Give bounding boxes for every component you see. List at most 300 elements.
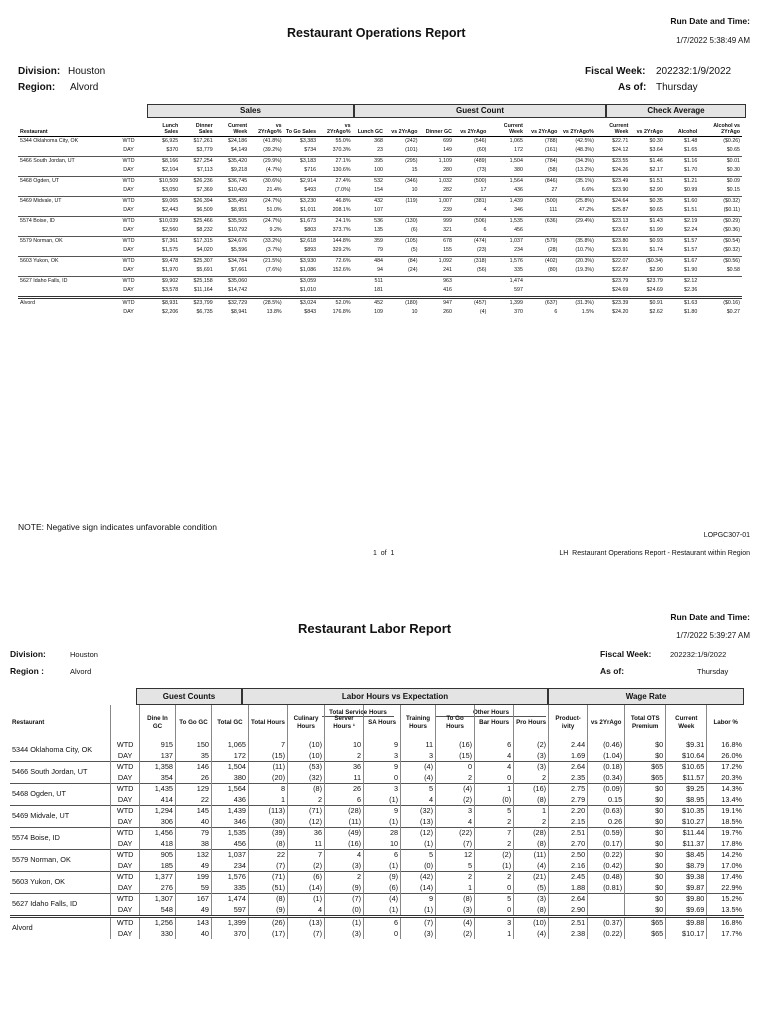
labor-value-cell: 2.16 <box>549 861 588 872</box>
ops-value-cell: $716 <box>304 167 317 173</box>
ops-value-cell: $24.64 <box>596 196 630 206</box>
labor-column-header: To Go GC <box>175 705 211 740</box>
labor-value-cell: 1,294 <box>140 806 176 817</box>
ops-value-cell: $26,394 <box>180 196 214 206</box>
ops-value-cell: 1,032 <box>419 176 453 186</box>
labor-period-cell: DAY <box>111 751 140 762</box>
labor-value-cell: 2.50 <box>549 850 588 861</box>
ops-value-cell: $9,478 <box>146 256 180 266</box>
ops-value-cell: $2,206 <box>162 309 179 315</box>
ops-value-cell: (25.8%) <box>559 196 596 206</box>
labor-value-cell: 6 <box>364 917 401 929</box>
labor-period-cell: DAY <box>111 929 140 940</box>
ops-value-cell: $1.63 <box>665 297 699 308</box>
ops-value-cell: $2,618 <box>284 236 318 246</box>
labor-value-cell: 19.1% <box>707 806 744 817</box>
labor-value-cell: (3) <box>325 861 364 872</box>
ops-table-row <box>18 256 742 266</box>
labor-value-cell: 2 <box>475 839 514 850</box>
ops-value-cell: (7.6%) <box>266 267 282 273</box>
labor-value-cell: 1 <box>436 883 475 894</box>
ops-value-cell: 1,439 <box>488 196 525 206</box>
ops-period-cell: DAY <box>123 247 134 253</box>
ops-value-cell: $35,505 <box>215 216 249 226</box>
labor-value-cell: 1.69 <box>549 751 588 762</box>
ops-value-cell: $17,261 <box>193 137 213 144</box>
labor-value-cell: 1,307 <box>140 894 176 905</box>
ops-value-cell: (28.5%) <box>249 297 283 308</box>
ops-value-cell: $1.48 <box>684 137 698 144</box>
labor-value-cell: 1 <box>475 784 514 795</box>
labor-column-header: Total Hours <box>248 705 287 740</box>
labor-value-cell: $9.80 <box>666 894 707 905</box>
ops-value-cell: $3,183 <box>284 156 318 166</box>
labor-value-cell: 49 <box>175 861 211 872</box>
labor-value-cell: (6) <box>364 883 401 894</box>
ops-value-cell: (546) <box>474 137 487 144</box>
ops-value-cell: $22.07 <box>596 256 630 266</box>
labor-value-cell: (1) <box>364 795 401 806</box>
ops-value-cell: (84) <box>385 256 419 266</box>
ops-period-cell: WTD <box>111 196 145 206</box>
ops-value-cell <box>385 206 419 216</box>
labor-division-label: Division: <box>10 649 46 659</box>
ops-value-cell: 1,564 <box>488 176 525 186</box>
labor-column-header: To Go Hours <box>436 705 475 740</box>
labor-value-cell: $0 <box>625 872 666 883</box>
ops-restaurant-cell <box>18 146 111 156</box>
ops-value-cell: (23) <box>476 247 487 253</box>
ops-value-cell: $5,691 <box>196 267 213 273</box>
ops-period-cell: DAY <box>123 287 134 293</box>
ops-value-cell <box>318 286 352 297</box>
labor-value-cell: 5 <box>401 784 436 795</box>
ops-asof-label: As of: <box>618 82 647 93</box>
labor-value-cell: (8) <box>288 784 325 795</box>
labor-value-cell: 2.70 <box>549 839 588 850</box>
ops-value-cell: 27.4% <box>318 176 352 186</box>
ops-column-header: vs 2YrAgo% <box>327 122 351 135</box>
labor-value-cell: 2.51 <box>549 828 588 839</box>
ops-value-cell: 100 <box>374 167 383 173</box>
ops-value-cell: (500) <box>454 176 488 186</box>
ops-value-cell: $6,925 <box>162 137 179 144</box>
labor-value-cell: $0 <box>625 883 666 894</box>
labor-value-cell: 1,435 <box>140 784 176 795</box>
ops-value-cell: 135 <box>374 227 383 233</box>
ops-value-cell: (29.4%) <box>559 216 596 226</box>
ops-run-label: Run Date and Time: <box>670 16 750 26</box>
labor-value-cell: 18.5% <box>707 817 744 828</box>
labor-value-cell: $9.69 <box>666 905 707 917</box>
ops-value-cell: (242) <box>405 137 418 144</box>
labor-value-cell: 0.26 <box>588 817 625 828</box>
labor-value-cell: 6 <box>325 795 364 806</box>
labor-value-cell: (0.46) <box>588 740 625 751</box>
labor-value-cell: $9.25 <box>666 784 707 795</box>
ops-value-cell: $0.93 <box>630 236 664 246</box>
labor-restaurant-cell: 5574 Boise, ID <box>10 833 111 844</box>
labor-table <box>10 705 744 939</box>
labor-value-cell: (0.81) <box>588 883 625 894</box>
labor-value-cell: (15) <box>436 751 475 762</box>
ops-value-cell <box>699 276 742 286</box>
labor-value-cell: 1,037 <box>211 850 248 861</box>
ops-column-header: Current Week <box>228 122 248 135</box>
labor-value-cell: (16) <box>514 784 549 795</box>
labor-value-cell: 0 <box>364 929 401 940</box>
ops-value-cell: 181 <box>374 287 383 293</box>
labor-value-cell: (7) <box>288 929 325 940</box>
ops-division-value: Houston <box>68 66 106 77</box>
labor-value-cell: 79 <box>175 828 211 839</box>
labor-value-cell: (15) <box>248 751 287 762</box>
labor-column-header: Culinary Hours <box>288 705 325 740</box>
labor-value-cell: $0 <box>625 784 666 795</box>
ops-value-cell: $0.15 <box>726 187 740 193</box>
ops-value-cell: $734 <box>304 147 317 153</box>
ops-value-cell: $10,509 <box>146 176 180 186</box>
ops-value-cell: $493 <box>304 187 317 193</box>
ops-value-cell: 416 <box>443 287 452 293</box>
labor-value-cell: 1 <box>475 929 514 940</box>
ops-value-cell: (35.8%) <box>559 236 596 246</box>
ops-header-row <box>18 121 742 136</box>
labor-value-cell: 380 <box>211 773 248 784</box>
ops-value-cell: $8,951 <box>230 207 248 213</box>
ops-value-cell: $0.58 <box>726 267 740 273</box>
labor-value-cell: (0.37) <box>588 917 625 929</box>
ops-value-cell: 947 <box>419 297 453 308</box>
labor-value-cell: 0 <box>436 762 475 773</box>
labor-column-header: Bar Hours <box>475 705 514 740</box>
ops-value-cell: (7.0%) <box>334 187 351 193</box>
ops-value-cell: $24.20 <box>612 309 629 315</box>
ops-value-cell: $0.91 <box>630 297 664 308</box>
labor-value-cell: 11 <box>288 839 325 850</box>
labor-value-cell: 276 <box>140 883 176 894</box>
labor-value-cell: (11) <box>514 850 549 861</box>
ops-table-row <box>18 216 742 226</box>
labor-value-cell: (0.22) <box>588 850 625 861</box>
ops-value-cell: (24.7%) <box>249 216 283 226</box>
ops-period-cell: WTD <box>122 137 135 144</box>
ops-fiscal-label: Fiscal Week: <box>585 66 646 77</box>
labor-period-cell: WTD <box>111 894 140 905</box>
labor-column-header: Product-ivity <box>549 705 588 740</box>
ops-value-cell <box>525 276 559 286</box>
labor-table-row <box>10 784 744 795</box>
ops-value-cell: 280 <box>443 167 452 173</box>
ops-value-cell: (39.2%) <box>263 147 282 153</box>
labor-value-cell: 17.8% <box>707 839 744 850</box>
labor-value-cell: $65 <box>625 929 666 940</box>
labor-value-cell: $9.38 <box>666 872 707 883</box>
labor-value-cell: 2.15 <box>549 817 588 828</box>
labor-table-row <box>10 861 744 872</box>
ops-value-cell: $25,307 <box>180 256 214 266</box>
labor-value-cell: 5 <box>436 861 475 872</box>
labor-table-row <box>10 917 744 929</box>
ops-value-cell: 699 <box>443 137 452 144</box>
ops-value-cell: $7,661 <box>230 267 248 273</box>
ops-value-cell: $24,676 <box>215 236 249 246</box>
ops-value-cell: ($0.26) <box>723 137 740 144</box>
ops-value-cell: 27.1% <box>318 156 352 166</box>
ops-group-guest: Guest Count <box>354 104 606 118</box>
labor-period-cell: DAY <box>111 861 140 872</box>
ops-restaurant-cell <box>18 226 111 236</box>
ops-value-cell: (4.7%) <box>266 167 282 173</box>
ops-value-cell: 79 <box>377 247 383 253</box>
ops-value-cell: $1.74 <box>649 247 663 253</box>
labor-period-cell: DAY <box>111 883 140 894</box>
ops-value-cell: $2.17 <box>649 167 663 173</box>
labor-value-cell: $0 <box>625 861 666 872</box>
labor-value-cell: $0 <box>625 751 666 762</box>
labor-value-cell: (20) <box>248 773 287 784</box>
ops-value-cell: (500) <box>525 196 559 206</box>
ops-period-cell: WTD <box>111 236 145 246</box>
ops-value-cell: $2,560 <box>162 227 179 233</box>
labor-value-cell: (14) <box>288 883 325 894</box>
labor-value-cell: 38 <box>175 839 211 850</box>
labor-value-cell: 1 <box>248 795 287 806</box>
ops-value-cell: (130) <box>385 216 419 226</box>
ops-value-cell: $23.79 <box>596 276 630 286</box>
labor-value-cell: 905 <box>140 850 176 861</box>
ops-value-cell: $0.65 <box>649 207 663 213</box>
labor-value-cell: (8) <box>248 894 287 905</box>
labor-value-cell: 6 <box>475 740 514 751</box>
ops-value-cell: 432 <box>353 196 385 206</box>
ops-value-cell: $1.51 <box>684 207 698 213</box>
labor-value-cell: $0 <box>625 740 666 751</box>
labor-table-row <box>10 751 744 762</box>
labor-value-cell: 0 <box>475 773 514 784</box>
labor-value-cell: (30) <box>248 817 287 828</box>
ops-value-cell: $2.19 <box>665 216 699 226</box>
ops-value-cell: (784) <box>525 156 559 166</box>
labor-value-cell: 418 <box>140 839 176 850</box>
ops-column-header: Lunch GC <box>357 128 383 135</box>
labor-value-cell: 2 <box>514 817 549 828</box>
labor-table-row <box>10 740 744 751</box>
labor-value-cell: 19.7% <box>707 828 744 839</box>
labor-asof-label: As of: <box>600 666 625 676</box>
labor-value-cell: 370 <box>211 929 248 940</box>
ops-restaurant-cell <box>18 166 111 176</box>
ops-value-cell: $1,575 <box>162 247 179 253</box>
labor-value-cell: 36 <box>325 762 364 773</box>
labor-value-cell: (0.17) <box>588 839 625 850</box>
labor-column-header: vs 2YrAgo <box>588 705 625 740</box>
labor-value-cell: 0.15 <box>588 795 625 806</box>
labor-value-cell: 1,535 <box>211 828 248 839</box>
ops-value-cell: $0.30 <box>726 167 740 173</box>
ops-value-cell: (457) <box>454 297 488 308</box>
ops-value-cell: 368 <box>374 137 383 144</box>
ops-period-cell: WTD <box>111 276 145 286</box>
ops-value-cell: $4,149 <box>230 147 248 153</box>
ops-restaurant-cell: 5603 Yukon, OK <box>18 256 111 266</box>
labor-value-cell: (22) <box>436 828 475 839</box>
ops-run-value: 1/7/2022 5:38:49 AM <box>676 36 750 45</box>
ops-value-cell: 23 <box>377 147 383 153</box>
labor-value-cell: 1,564 <box>211 784 248 795</box>
ops-value-cell: $2.36 <box>684 287 698 293</box>
ops-table-row <box>18 166 742 176</box>
ops-value-cell: 1,037 <box>488 236 525 246</box>
ops-column-header: Dinner GC <box>425 128 452 135</box>
labor-value-cell: (8) <box>436 894 475 905</box>
ops-value-cell: 359 <box>353 236 385 246</box>
labor-column-header: Total GC <box>211 705 248 740</box>
ops-value-cell: 172 <box>514 147 523 153</box>
labor-value-cell: (3) <box>436 905 475 917</box>
ops-column-header: Alcohol vs 2YrAgo <box>713 122 740 135</box>
ops-value-cell: (24.7%) <box>249 196 283 206</box>
labor-table-row <box>10 795 744 806</box>
ops-region-label: Region: <box>18 82 56 93</box>
labor-value-cell: 2.75 <box>549 784 588 795</box>
ops-value-cell <box>699 286 742 297</box>
labor-value-cell: 167 <box>175 894 211 905</box>
labor-table-row <box>10 883 744 894</box>
labor-value-cell: (0.34) <box>588 773 625 784</box>
labor-value-cell: 9 <box>364 740 401 751</box>
ops-value-cell: $35,060 <box>215 276 249 286</box>
labor-value-cell: 354 <box>140 773 176 784</box>
ops-period-cell: DAY <box>123 309 134 315</box>
ops-value-cell: 999 <box>419 216 453 226</box>
labor-value-cell: $0 <box>625 795 666 806</box>
labor-group-wage: Wage Rate <box>548 688 744 705</box>
ops-restaurant-cell <box>18 246 111 256</box>
labor-value-cell: (4) <box>514 861 549 872</box>
ops-value-cell: $2.12 <box>665 276 699 286</box>
ops-value-cell: (474) <box>454 236 488 246</box>
ops-value-cell: ($0.29) <box>699 216 742 226</box>
ops-value-cell: (101) <box>405 147 418 153</box>
ops-value-cell: $14,742 <box>228 287 248 293</box>
labor-table-row <box>10 839 744 850</box>
ops-value-cell: $23,799 <box>180 297 214 308</box>
labor-value-cell: (2) <box>475 850 514 861</box>
ops-value-cell: $23.90 <box>612 187 629 193</box>
ops-value-cell: (35.1%) <box>559 176 596 186</box>
labor-table-row <box>10 872 744 883</box>
ops-value-cell: $1,673 <box>284 216 318 226</box>
labor-value-cell: $8.45 <box>666 850 707 861</box>
ops-value-cell: (3.7%) <box>266 247 282 253</box>
labor-value-cell: (3) <box>514 762 549 773</box>
labor-value-cell: 49 <box>175 905 211 917</box>
ops-value-cell: $8,232 <box>196 227 213 233</box>
ops-value-cell: 346 <box>514 207 523 213</box>
ops-value-cell: (346) <box>385 176 419 186</box>
labor-value-cell: (1.04) <box>588 751 625 762</box>
ops-value-cell: (13.2%) <box>575 167 594 173</box>
labor-group-labor: Labor Hours vs Expectation <box>242 688 548 705</box>
ops-value-cell: $1,011 <box>300 207 317 213</box>
labor-value-cell: (1) <box>364 861 401 872</box>
labor-value-cell: (0.42) <box>588 861 625 872</box>
labor-period-cell: WTD <box>111 850 140 861</box>
labor-value-cell: 2 <box>288 795 325 806</box>
labor-value-cell: 14.2% <box>707 850 744 861</box>
ops-value-cell: $23.67 <box>612 227 629 233</box>
ops-period-cell: DAY <box>123 187 134 193</box>
ops-value-cell: 1,504 <box>488 156 525 166</box>
ops-value-cell: $23.91 <box>612 247 629 253</box>
ops-value-cell: 152.6% <box>332 267 351 273</box>
labor-value-cell: (4) <box>514 929 549 940</box>
labor-value-cell: (10) <box>288 740 325 751</box>
labor-value-cell: 185 <box>140 861 176 872</box>
ops-restaurant-cell: 5466 South Jordan, UT <box>18 156 111 166</box>
ops-value-cell: 963 <box>419 276 453 286</box>
labor-value-cell: 26.0% <box>707 751 744 762</box>
labor-value-cell: 1,576 <box>211 872 248 883</box>
labor-value-cell: $0 <box>625 894 666 905</box>
labor-value-cell: (4) <box>436 784 475 795</box>
labor-table-row <box>10 762 744 773</box>
labor-value-cell: (2) <box>514 740 549 751</box>
labor-value-cell: 28 <box>364 828 401 839</box>
ops-value-cell: $8,166 <box>146 156 180 166</box>
ops-restaurant-cell <box>18 286 111 297</box>
labor-value-cell: $11.44 <box>666 828 707 839</box>
ops-table-row <box>18 286 742 297</box>
labor-value-cell: 129 <box>175 784 211 795</box>
ops-value-cell: $1.70 <box>684 167 698 173</box>
labor-value-cell: 7 <box>475 828 514 839</box>
ops-value-cell: 241 <box>443 267 452 273</box>
labor-value-cell: (5) <box>514 883 549 894</box>
ops-value-cell: 1,576 <box>488 256 525 266</box>
ops-value-cell: $1,086 <box>299 267 317 273</box>
ops-value-cell: ($0.32) <box>699 196 742 206</box>
ops-value-cell: $1.46 <box>630 156 664 166</box>
labor-value-cell: $0 <box>625 905 666 917</box>
labor-value-cell: (8) <box>248 839 287 850</box>
ops-value-cell: 536 <box>353 216 385 226</box>
ops-value-cell: 678 <box>419 236 453 246</box>
ops-value-cell: $3,930 <box>284 256 318 266</box>
ops-value-cell: $2,914 <box>284 176 318 186</box>
ops-value-cell: 10 <box>411 309 418 315</box>
ops-value-cell: (20.3%) <box>559 256 596 266</box>
ops-value-cell: (105) <box>385 236 419 246</box>
labor-value-cell: $10.17 <box>666 929 707 940</box>
labor-value-cell: (113) <box>248 806 287 817</box>
ops-value-cell: $27,254 <box>180 156 214 166</box>
labor-column-header: Server Hours ¹ <box>325 705 364 740</box>
ops-value-cell: $23.55 <box>596 156 630 166</box>
ops-value-cell: (402) <box>525 256 559 266</box>
labor-value-cell: $9.31 <box>666 740 707 751</box>
labor-value-cell: (9) <box>364 872 401 883</box>
labor-value-cell: $0 <box>625 806 666 817</box>
ops-value-cell: 380 <box>514 167 523 173</box>
labor-value-cell: (2) <box>288 861 325 872</box>
labor-value-cell: 132 <box>175 850 211 861</box>
ops-period-cell: DAY <box>123 147 134 153</box>
ops-value-cell: $1.57 <box>684 247 698 253</box>
labor-restaurant-cell: 5344 Oklahoma City, OK <box>12 745 93 754</box>
ops-value-cell <box>454 286 488 297</box>
